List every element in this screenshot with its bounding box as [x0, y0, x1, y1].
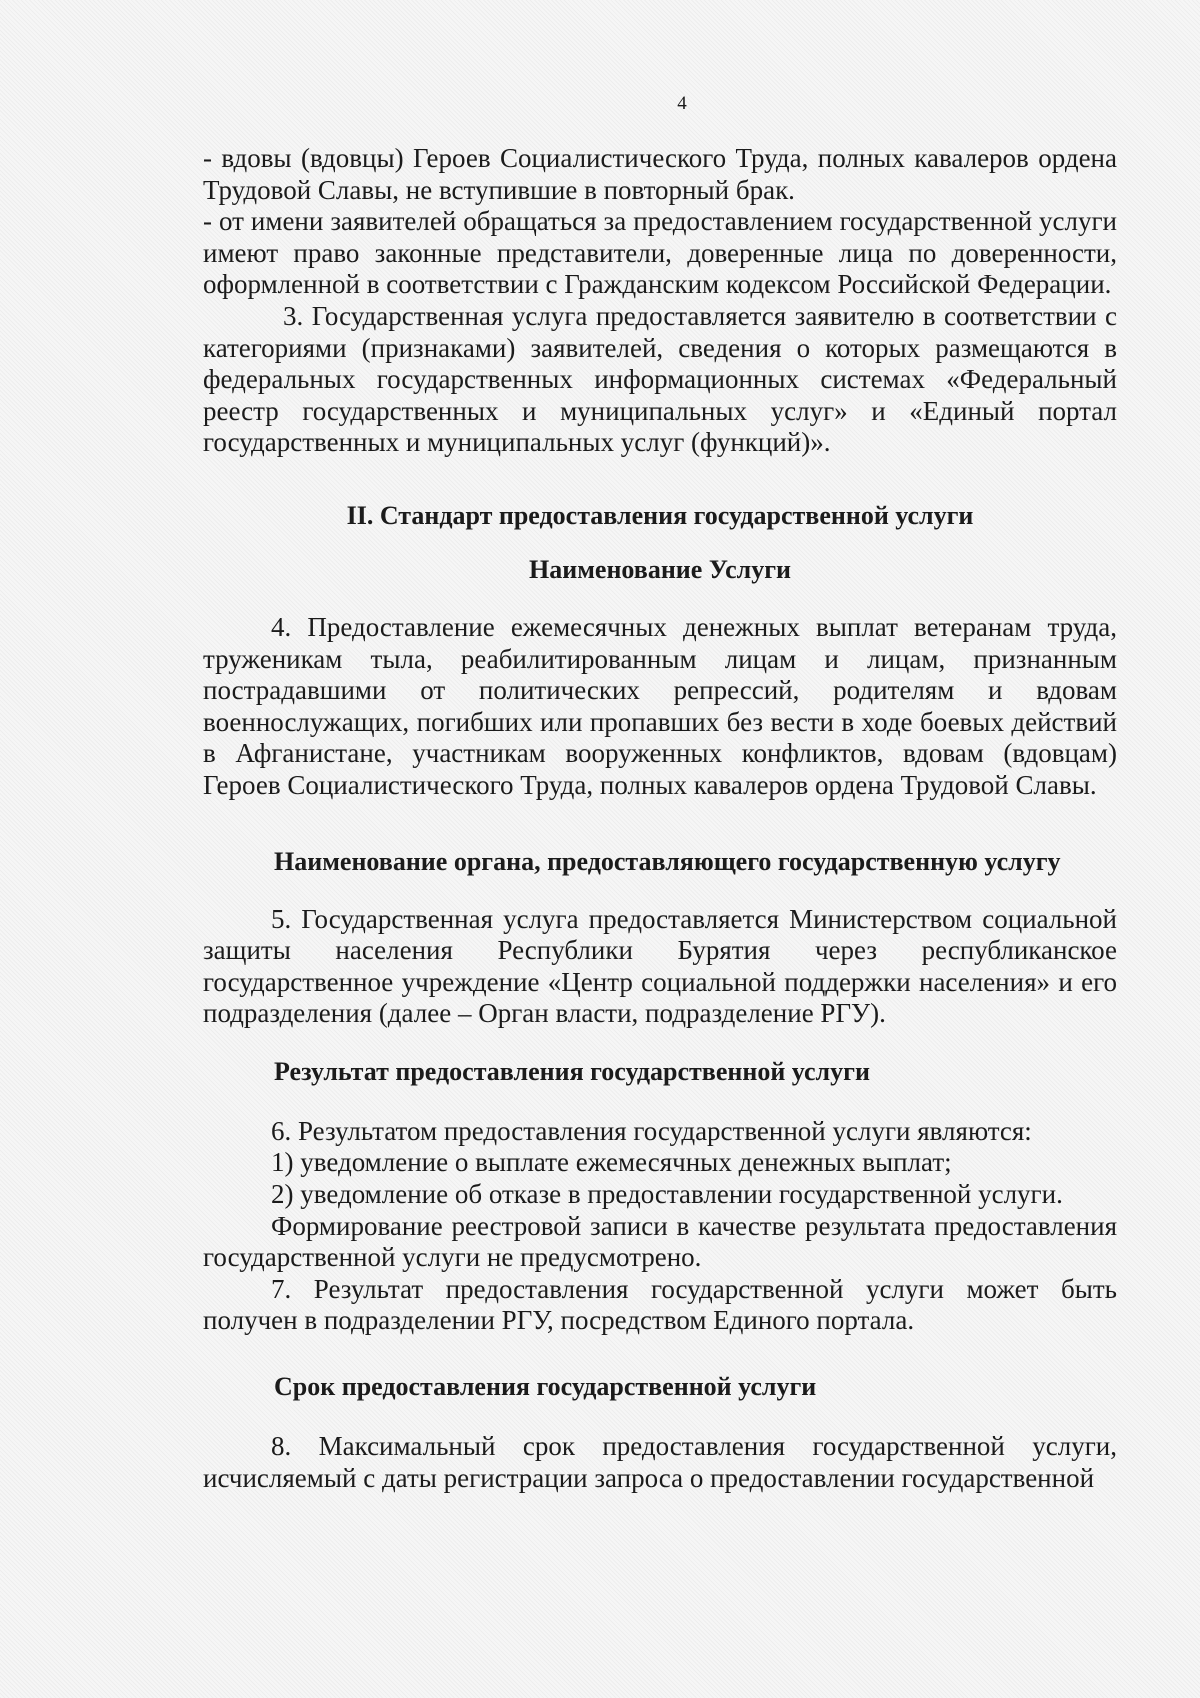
- paragraph-registry-record: Формирование реестровой записи в качестве результата предоставления государственной услуги не предусмотрено.: [203, 1210, 1117, 1273]
- list-item-result-2: 2) уведомление об отказе в предоставлении государственной услуги.: [271, 1179, 1063, 1210]
- paragraph-4-service-description: 4. Предоставление ежемесячных денежных выплат ветеранам труда, труженикам тыла, реабилитированным лицам и лицам, признанным пострадавшими от политических репрессий, родителям и вдовам военнослужащих, погибших или пропавших без вести в ходе боевых действий в Афганистане, участникам вооруженных конфликтов, вдовам (вдовцам) Героев Социалистического Труда, полных кавалеров ордена Трудовой Славы.: [203, 611, 1117, 800]
- paragraph-widows-heroes: - вдовы (вдовцы) Героев Социалистического Труда, полных кавалеров ордена Трудовой Славы, не вступившие в повторный брак.: [203, 143, 1117, 205]
- subheading-service-name: Наименование Услуги: [528, 554, 792, 584]
- paragraph-6-results: 6. Результатом предоставления государственной услуги являются:: [271, 1115, 1032, 1146]
- paragraph-3-categories: 3. Государственная услуга предоставляется заявителю в соответствии с категориями (признаками) заявителей, сведения о которых размещаются в федеральных государственных информационных системах «Федеральный реестр государственных и муниципальных услуг» и «Единый портал государственных и муниципальных услуг (функций)».: [203, 300, 1117, 458]
- section-heading-standard: II. Стандарт предоставления государственной услуги: [346, 500, 974, 530]
- paragraph-8-max-term: 8. Максимальный срок предоставления государственной услуги, исчисляемый с даты регистрации запроса о предоставлении государственной: [203, 1431, 1117, 1493]
- paragraph-7-result-receipt: 7. Результат предоставления государственной услуги может быть получен в подразделении РГУ, посредством Единого портала.: [203, 1273, 1117, 1336]
- subheading-service-term: Срок предоставления государственной услуги: [274, 1372, 817, 1402]
- document-body: [203, 143, 1117, 1494]
- paragraph-5-authority: 5. Государственная услуга предоставляется Министерством социальной защиты населения Республики Бурятия через республиканское государственное учреждение «Центр социальной поддержки населения» и его подразделения (далее – Орган власти, подразделение РГУ).: [203, 903, 1117, 1029]
- paragraph-representatives: - от имени заявителей обращаться за предоставлением государственной услуги имеют право законные представители, доверенные лица по доверенности, оформленной в соответствии с Гражданским кодексом Российской Федерации.: [203, 206, 1117, 300]
- subheading-service-result: Результат предоставления государственной услуги: [274, 1056, 870, 1086]
- page-number: 4: [677, 93, 687, 114]
- list-item-result-1: 1) уведомление о выплате ежемесячных денежных выплат;: [271, 1147, 952, 1178]
- subheading-authority-name: Наименование органа, предоставляющего государственную услугу: [274, 846, 1061, 876]
